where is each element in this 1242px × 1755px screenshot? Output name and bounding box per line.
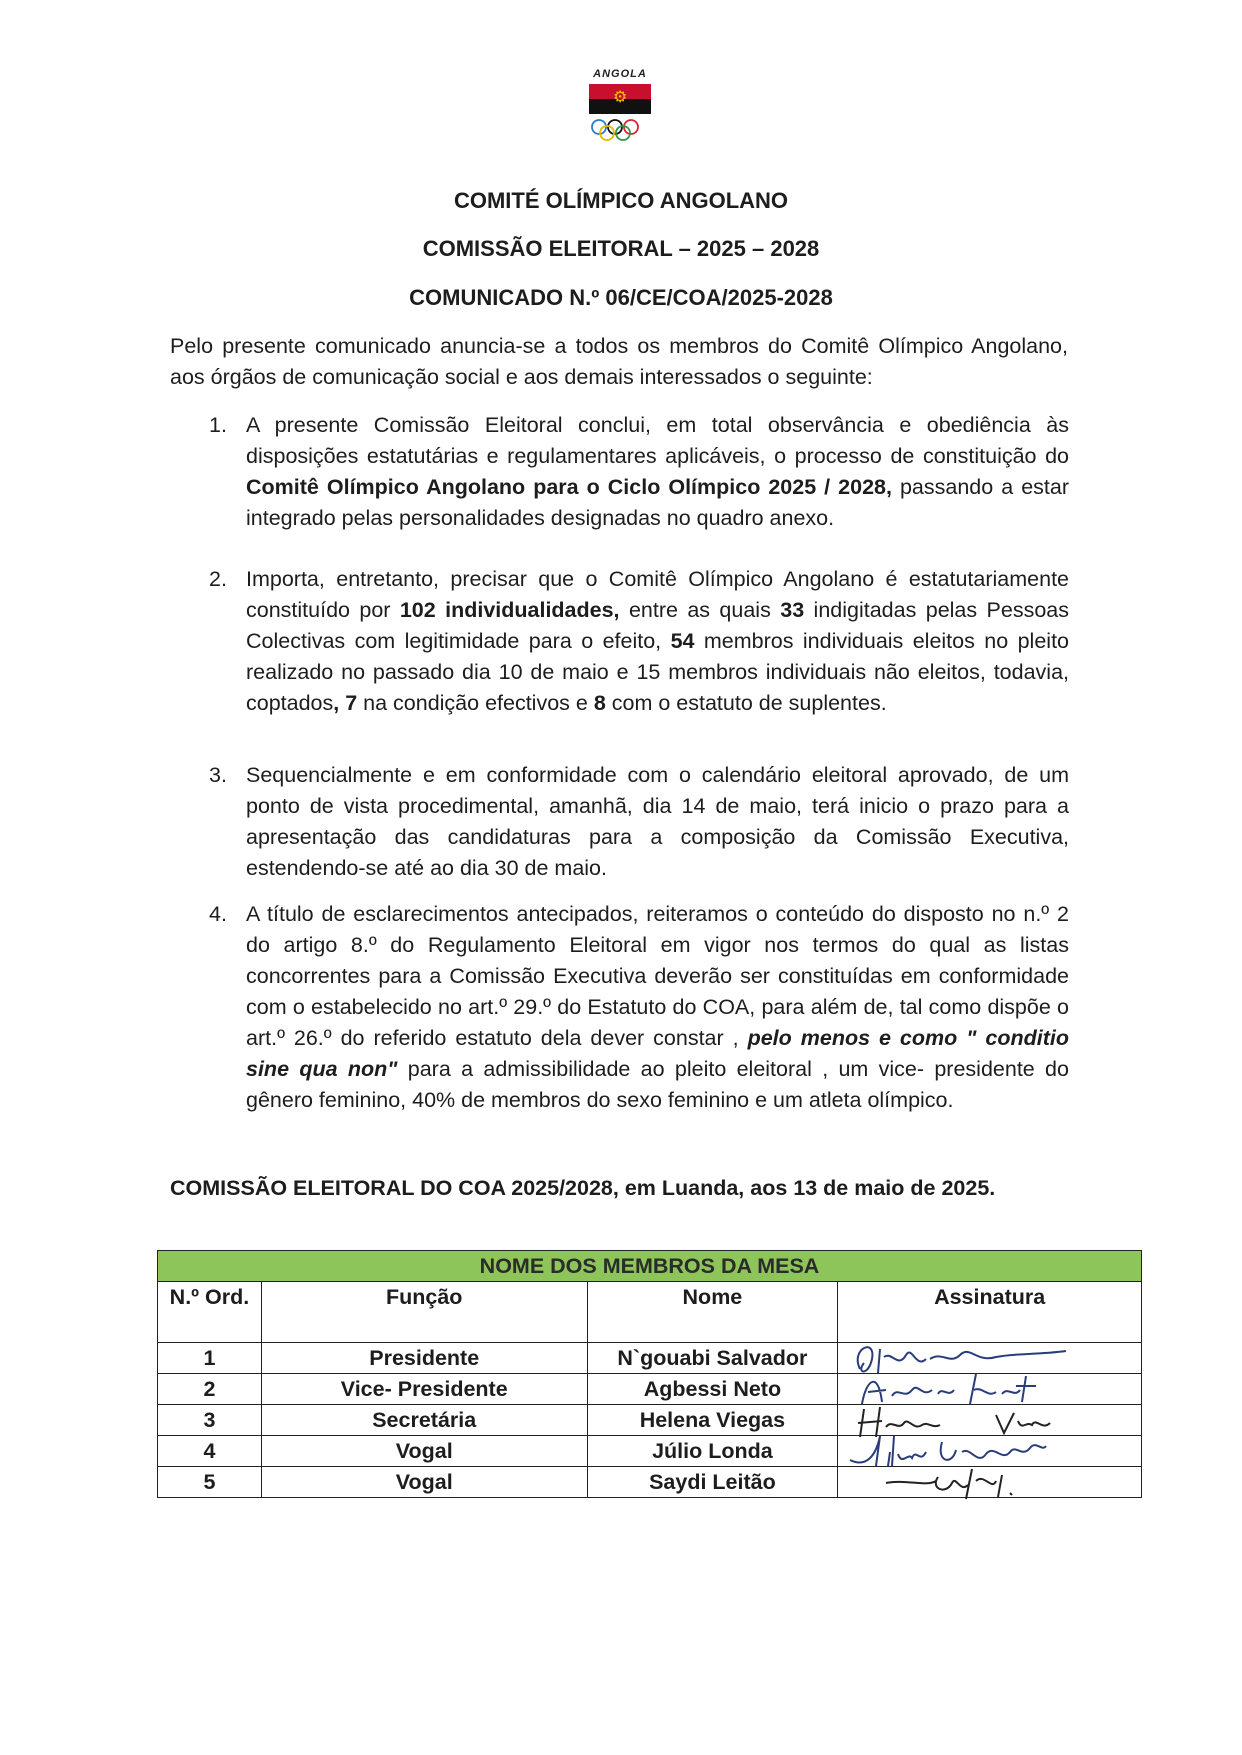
cell-funcao: Vice- Presidente — [261, 1374, 587, 1405]
organization-title: COMITÉ OLÍMPICO ANGOLANO — [453, 188, 789, 213]
cell-funcao: Vogal — [261, 1436, 587, 1467]
item-text: A presente Comissão Eleitoral conclui, em total observância e obediência às disposições estatutárias e regulamentares aplicáveis, o processo de constituição do Comitê Olímpico Angolano para o Ciclo Olímpico 2025 / 2028, passando a estar integrado pelas personalidades designadas no quadro anexo. — [246, 413, 1069, 530]
cell-nome: Helena Viegas — [587, 1405, 838, 1436]
cell-ord: 4 — [158, 1436, 262, 1467]
item-number: 3. — [209, 763, 227, 787]
members-table — [157, 1250, 1142, 1498]
cell-ord: 2 — [158, 1374, 262, 1405]
commission-title: COMISSÃO ELEITORAL – 2025 – 2028 — [422, 236, 820, 261]
cell-nome: Saydi Leitão — [587, 1467, 838, 1498]
item-number: 4. — [209, 902, 227, 926]
coa-logo — [560, 68, 680, 158]
cell-signature — [838, 1405, 1142, 1436]
cell-signature — [838, 1343, 1142, 1374]
item-text: A título de esclarecimentos antecipados, reiteramos o conteúdo do disposto no n.º 2 do artigo 8.º do Regulamento Eleitoral em vigor nos termos do qual as listas concorrentes para a Comissão Executiva deverão ser constituídas em conformidade com o estabelecido no art.º 29.º do Estatuto do COA, para além de, tal como dispõe o art.º 26.º do referido estatuto dela dever constar , pelo menos e como " conditio sine qua non" para a admissibilidade ao pleito eleitoral , um vice- presidente do gênero feminino, 40% de membros do sexo feminino e um atleta olímpico. — [246, 902, 1069, 1112]
olympic-rings-icon — [589, 118, 651, 142]
column-header-assinatura: Assinatura — [838, 1282, 1142, 1343]
cell-nome: Júlio Londa — [587, 1436, 838, 1467]
intro-paragraph: Pelo presente comunicado anuncia-se a todos os membros do Comitê Olímpico Angolano, aos órgãos de comunicação social e aos demais interessados o seguinte: — [170, 334, 1068, 389]
item-text: Sequencialmente e em conformidade com o calendário eleitoral aprovado, de um ponto de vista procedimental, amanhã, dia 14 de maio, terá inicio o prazo para a apresentação das candidaturas para a composição da Comissão Executiva, estendendo-se até ao dia 30 de maio. — [246, 763, 1069, 880]
logo-text: ANGOLA — [593, 68, 647, 80]
cell-funcao: Vogal — [261, 1467, 587, 1498]
cell-signature — [838, 1374, 1142, 1405]
table-row — [158, 1405, 1142, 1436]
cell-ord: 5 — [158, 1467, 262, 1498]
column-header-funcao: Função — [261, 1282, 587, 1343]
communique-title: COMUNICADO N.º 06/CE/COA/2025-2028 — [409, 285, 833, 310]
angola-flag-icon: ⚙ — [589, 84, 651, 114]
table-row — [158, 1374, 1142, 1405]
table-row — [158, 1436, 1142, 1467]
cell-nome: Agbessi Neto — [587, 1374, 838, 1405]
closing-statement: COMISSÃO ELEITORAL DO COA 2025/2028, em Luanda, aos 13 de maio de 2025. — [170, 1176, 996, 1200]
item-number: 1. — [209, 413, 227, 437]
cell-ord: 3 — [158, 1405, 262, 1436]
cell-signature — [838, 1467, 1142, 1498]
column-header-nome: Nome — [587, 1282, 838, 1343]
cell-signature — [838, 1436, 1142, 1467]
cell-nome: N`gouabi Salvador — [587, 1343, 838, 1374]
item-number: 2. — [209, 567, 227, 591]
table-row — [158, 1343, 1142, 1374]
cell-funcao: Presidente — [261, 1343, 587, 1374]
column-header-ord: N.º Ord. — [158, 1282, 262, 1343]
cell-ord: 1 — [158, 1343, 262, 1374]
table-title: NOME DOS MEMBROS DA MESA — [158, 1251, 1142, 1282]
table-row — [158, 1467, 1142, 1498]
cell-funcao: Secretária — [261, 1405, 587, 1436]
item-text: Importa, entretanto, precisar que o Comitê Olímpico Angolano é estatutariamente constituído por 102 individualidades, entre as quais 33 indigitadas pelas Pessoas Colectivas com legitimidade para o efeito, 54 membros individuais eleitos no pleito realizado no passado dia 10 de maio e 15 membros individuais não eleitos, todavia, coptados, 7 na condição efectivos e 8 com o estatuto de suplentes. — [246, 567, 1069, 715]
